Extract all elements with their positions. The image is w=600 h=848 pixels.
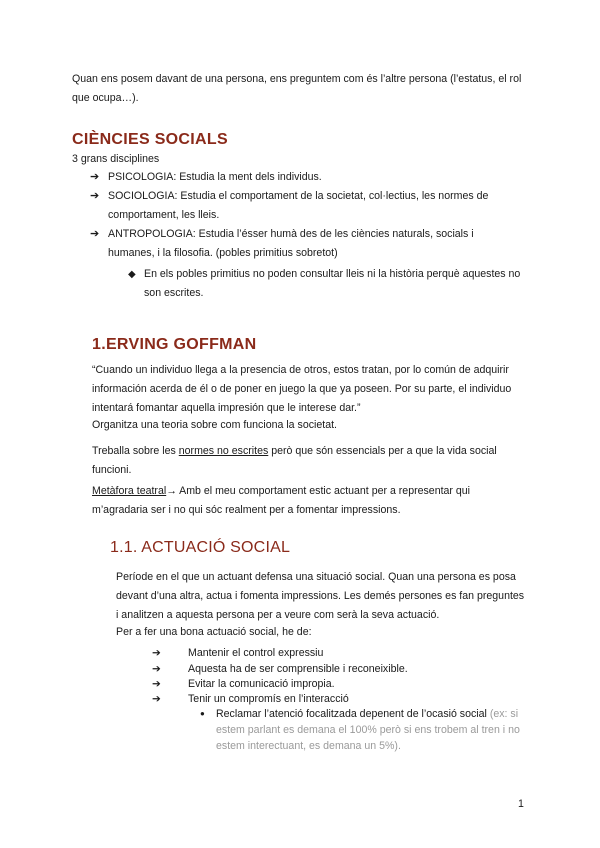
goffman-quote: “Cuando un individuo llega a la presencia de otros, estos tratan, por lo común de adquirir información acerda de él o de poner en juego la que ya poseen. Por su parte, el individuo intentará fomantar aquella impresión que le interese dar.” — [92, 364, 512, 414]
arrow-icon: ➔ — [90, 190, 100, 202]
arrow-icon: ➔ — [152, 693, 161, 705]
sub-list-item-text: En els pobles primitius no poden consultar lleis ni la història perquè aquestes no son escrites. — [144, 268, 521, 299]
list-item-text: SOCIOLOGIA: Estudia el comportament de la societat, col·lectius, les normes de comportament, les lleis. — [108, 190, 489, 221]
p2-text-post: però que són essencials per a que la vida social funcioni. — [92, 445, 497, 476]
section-title-goffman: 1.ERVING GOFFMAN — [92, 336, 257, 353]
sub-list-item-example: (ex: si estem parlant es demana el 100% però si ens trobem al tren i no estem interectuant, es demana un 5%). — [216, 708, 520, 752]
intro-paragraph: Quan ens posem davant de una persona, ens preguntem com és l’altre persona (l’estatus, el rol que ocupa…). — [72, 73, 522, 104]
sub-list-item-text — [216, 706, 530, 754]
p3-text-post: → Amb el meu comportament estic actuant per a representar qui m’agradaria ser i no qui sóc realment per a fomentar impressions. — [92, 485, 471, 516]
list-item-text: PSICOLOGIA: Estudia la ment dels individus. — [108, 171, 322, 183]
normes-no-escrites-link: normes no escrites — [178, 445, 269, 457]
page-number: 1 — [518, 798, 524, 810]
list-item-text: Mantenir el control expressiu — [188, 647, 324, 659]
arrow-icon: ➔ — [90, 228, 100, 240]
p2-text-pre: Treballa sobre les — [92, 445, 179, 457]
list-item-text: Tenir un compromís en l’interacció — [188, 693, 349, 705]
list-item — [152, 676, 532, 692]
arrow-icon: ➔ — [152, 647, 161, 659]
sub-list-item — [200, 706, 530, 754]
actuacio-paragraph-1: Període en el que un actuant defensa una situació social. Quan una persona es posa devant d’una altra, actua i fomenta impressions. Les demés persones es fan preguntes i analitzen a aquesta persona per a veure com serà la seva actuació. — [116, 571, 525, 621]
list-item — [152, 645, 532, 661]
sub-list-item — [128, 265, 528, 303]
arrow-icon: ➔ — [90, 171, 100, 183]
list-item — [90, 168, 520, 187]
list-item — [152, 661, 532, 677]
list-item — [90, 225, 520, 263]
list-item-text: ANTROPOLOGIA: Estudia l’ésser humà des de les ciències naturals, socials i humanes, i la filosofia. (pobles primitius sobretot) — [108, 228, 474, 259]
goffman-paragraph-1: Organitza una teoria sobre com funciona la societat. — [92, 419, 337, 431]
bullet-icon: ● — [200, 709, 205, 718]
sub-list-item-main: Reclamar l’atenció focalitzada depenent de l’ocasió social — [216, 708, 487, 720]
list-item — [90, 187, 520, 225]
list-item — [152, 691, 532, 707]
diamond-icon: ◆ — [128, 269, 136, 280]
arrow-icon: ➔ — [152, 678, 161, 690]
goffman-paragraph-2 — [92, 442, 532, 480]
arrow-icon: ➔ — [152, 663, 161, 675]
goffman-paragraph-3 — [92, 482, 522, 520]
actuacio-paragraph-2: Per a fer una bona actuació social, he de: — [116, 626, 312, 638]
section-title-actuacio: 1.1. ACTUACIÓ SOCIAL — [110, 539, 291, 556]
section-subtitle: 3 grans disciplines — [72, 153, 160, 165]
section-title-ciencies: CIÈNCIES SOCIALS — [72, 131, 228, 148]
metafora-teatral-link: Metàfora teatral — [92, 485, 167, 497]
list-item-text: Aquesta ha de ser comprensible i reconeixible. — [188, 663, 408, 675]
list-item-text: Evitar la comunicació impropia. — [188, 678, 335, 690]
